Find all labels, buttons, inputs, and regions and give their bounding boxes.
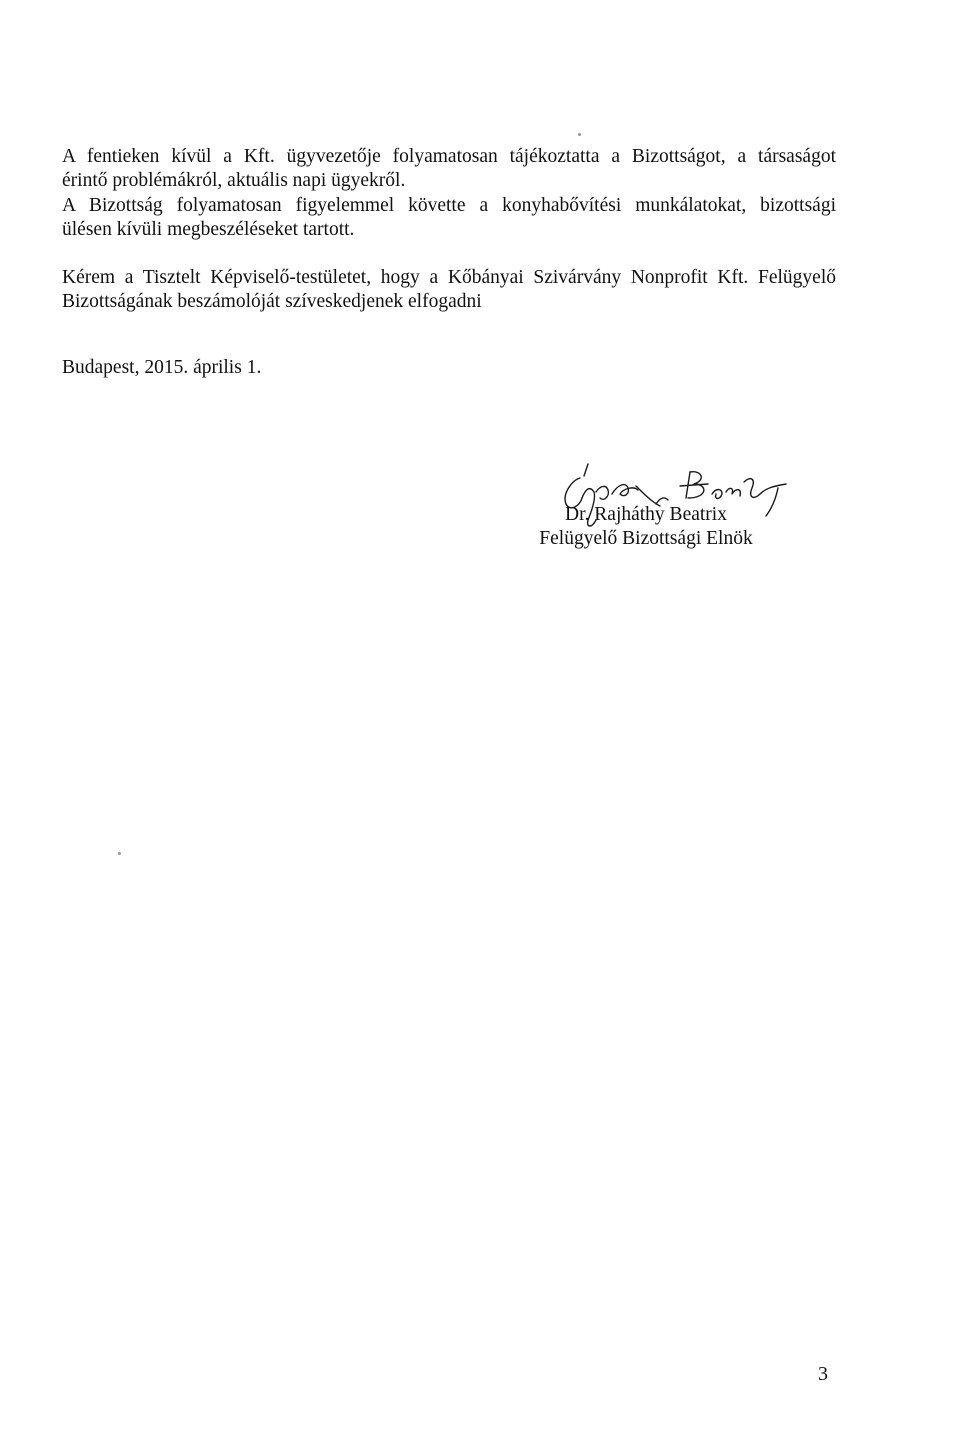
scan-speck xyxy=(578,133,581,136)
text-line: érintő problémákról, aktuális napi ügyekről. xyxy=(62,170,406,191)
date-line: Budapest, 2015. április 1. xyxy=(62,357,262,378)
signatory-title: Felügyelő Bizottsági Elnök xyxy=(539,528,753,549)
scan-speck xyxy=(118,852,121,855)
text-line: ülésen kívüli megbeszéléseket tartott. xyxy=(62,219,355,240)
signature-block xyxy=(526,503,766,551)
signatory-name: Dr. Rajháthy Beatrix xyxy=(565,504,727,525)
page-number: 3 xyxy=(818,1363,828,1385)
text-line: Kérem a Tisztelt Képviselő-testületet, hogy a Kőbányai Szivárvány Nonprofit Kft. Felügyelő xyxy=(62,267,836,288)
text-line: A fentieken kívül a Kft. ügyvezetője folyamatosan tájékoztatta a Bizottságot, a társaságot xyxy=(62,146,836,167)
text-line: A Bizottság folyamatosan figyelemmel követte a konyhabővítési munkálatokat, bizottsági xyxy=(62,195,836,216)
text-line: Bizottságának beszámolóját szíveskedjenek elfogadni xyxy=(62,291,482,312)
